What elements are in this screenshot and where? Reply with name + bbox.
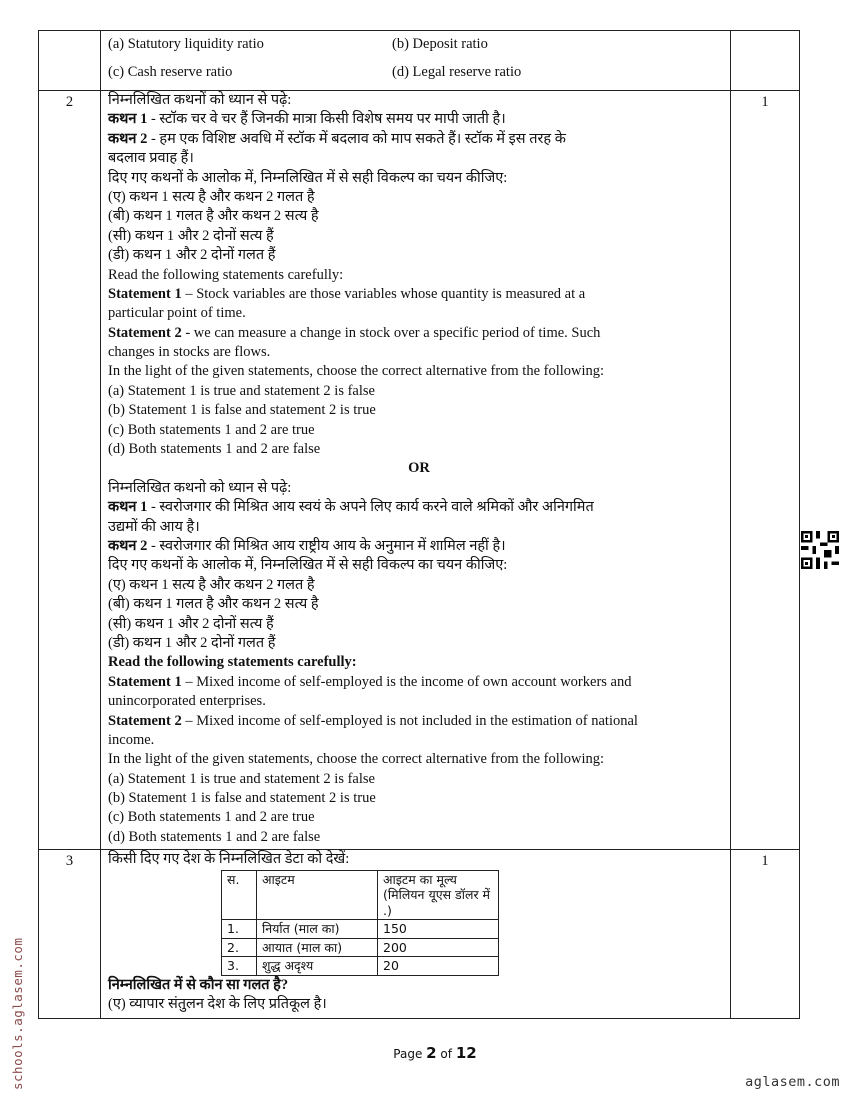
header-value: आइटम का मूल्य (मिलियन यूएस डॉलर में .)	[378, 870, 499, 920]
marks-cell	[731, 31, 799, 90]
line-text: निम्नलिखित कथनों को ध्यान से पढ़े:	[108, 92, 292, 108]
bold-label: कथन 2	[108, 130, 148, 147]
line-text: (a) Statement 1 is true and statement 2 is false	[108, 770, 375, 787]
text-line	[108, 440, 730, 459]
text-line	[108, 324, 730, 343]
text-line	[108, 479, 730, 498]
line-text: In the light of the given statements, choose the correct alternative from the following:	[108, 363, 605, 380]
cell-value: 200	[378, 938, 499, 957]
marks: 1	[761, 853, 769, 870]
text-line	[108, 712, 730, 731]
text-line	[108, 304, 730, 323]
text-line	[108, 731, 730, 750]
bold-label: कथन 2	[108, 537, 148, 554]
text-line	[108, 556, 730, 575]
question-body	[101, 91, 731, 849]
line-text: OR	[408, 460, 430, 477]
text-line	[108, 576, 730, 595]
text-line	[108, 615, 730, 634]
header-item: आइटम	[257, 870, 378, 920]
line-text: (b) Statement 1 is false and statement 2 is true	[108, 790, 376, 807]
question-row-2	[39, 90, 799, 849]
text-line	[108, 285, 730, 304]
text-line	[108, 227, 730, 246]
option-a: (a) Statutory liquidity ratio	[108, 36, 264, 52]
line-text: (बी) कथन 1 गलत है और कथन 2 सत्य है	[108, 208, 319, 225]
line-text: (c) Both statements 1 and 2 are true	[108, 809, 315, 826]
line-text: (डी) कथन 1 और 2 दोनों गलत हैं	[108, 634, 276, 651]
text-line	[108, 110, 730, 129]
text-line	[108, 673, 730, 692]
bold-label: कथन 1	[108, 111, 148, 128]
bold-label: Statement 1	[108, 673, 182, 690]
line-text: निम्नलिखित कथनो को ध्यान से पढ़े:	[108, 479, 292, 496]
line-text: – Mixed income of self-employed is the income of own account workers and	[181, 673, 632, 690]
line-text: उद्यमों की आय है।	[108, 518, 200, 535]
line-text: (बी) कथन 1 गलत है और कथन 2 सत्य है	[108, 596, 319, 613]
text-line	[108, 343, 730, 362]
line-text: Read the following statements carefully:	[108, 266, 344, 283]
text-line	[108, 169, 730, 188]
option-a: (ए) व्यापार संतुलन देश के लिए प्रतिकूल है।	[108, 996, 327, 1013]
text-line	[108, 421, 730, 440]
text-line	[108, 130, 730, 149]
question-text: निम्नलिखित में से कौन सा गलत है?	[108, 976, 289, 993]
qr-code-icon	[801, 530, 839, 570]
of-label: of	[436, 1047, 456, 1061]
cell-value: 150	[378, 920, 499, 939]
table-row	[222, 920, 499, 939]
text-line	[108, 828, 730, 847]
line-text: unincorporated enterprises.	[108, 693, 266, 710]
line-text: दिए गए कथनों के आलोक में, निम्नलिखित में से सही विकल्प का चयन कीजिए:	[108, 557, 508, 574]
question-row-1-options	[39, 31, 799, 90]
table-header-row	[222, 870, 499, 920]
text-line	[108, 537, 730, 556]
table-row	[222, 957, 499, 976]
text-line	[108, 266, 730, 285]
or-separator	[108, 459, 730, 478]
question-number: 2	[39, 91, 101, 849]
cell-sno: 1.	[222, 920, 257, 939]
bold-label: Statement 2	[108, 712, 182, 729]
bold-label: कथन 1	[108, 499, 148, 516]
text-line	[108, 789, 730, 808]
text-line	[108, 207, 730, 226]
line-text: बदलाव प्रवाह हैं।	[108, 150, 194, 167]
text-line	[108, 188, 730, 207]
line-text: (ए) कथन 1 सत्य है और कथन 2 गलत है	[108, 188, 315, 205]
table-row	[222, 938, 499, 957]
line-text: In the light of the given statements, choose the correct alternative from the following:	[108, 751, 605, 768]
question-row-3	[39, 849, 799, 1018]
text-line	[108, 149, 730, 168]
line-text: (सी) कथन 1 और 2 दोनों सत्य हैं	[108, 227, 274, 244]
line-text: changes in stocks are flows.	[108, 344, 271, 361]
question-body	[101, 850, 731, 1018]
text-line	[108, 750, 730, 769]
cell-item: शुद्ध अदृश्य	[257, 957, 378, 976]
question-number-cell	[39, 31, 101, 90]
option-d: (d) Legal reserve ratio	[392, 64, 522, 80]
line-text: (d) Both statements 1 and 2 are false	[108, 828, 321, 845]
text-line	[108, 246, 730, 265]
line-text: - we can measure a change in stock over a specific period of time. Such	[181, 324, 601, 341]
text-line	[108, 692, 730, 711]
line-text: – Mixed income of self-employed is not included in the estimation of national	[181, 712, 638, 729]
bold-label: Statement 1	[108, 285, 182, 302]
marks: 1	[761, 94, 769, 110]
cell-item: आयात (माल का)	[257, 938, 378, 957]
brand-watermark: aglasem.com	[745, 1074, 840, 1090]
line-text: - स्टॉक चर वे चर हैं जिनकी मात्रा किसी विशेष समय पर मापी जाती है।	[147, 111, 506, 128]
text-line	[108, 91, 730, 110]
bold-label: Read the following statements carefully:	[108, 654, 357, 671]
question-number: 3	[39, 850, 101, 1018]
text-line	[108, 498, 730, 517]
page-total: 12	[455, 1044, 477, 1062]
question-body	[101, 31, 731, 90]
text-line	[108, 595, 730, 614]
line-text: – Stock variables are those variables whose quantity is measured at a	[181, 285, 586, 302]
data-table	[221, 870, 499, 976]
question-intro: किसी दिए गए देश के निम्नलिखित डेटा को देखें:	[108, 851, 350, 868]
line-text: (a) Statement 1 is true and statement 2 is false	[108, 382, 375, 399]
line-text: (c) Both statements 1 and 2 are true	[108, 421, 315, 438]
cell-value: 20	[378, 957, 499, 976]
cell-item: निर्यात (माल का)	[257, 920, 378, 939]
line-text: (डी) कथन 1 और 2 दोनों गलत हैं	[108, 247, 276, 264]
option-b: (b) Deposit ratio	[392, 36, 488, 52]
line-text: - स्वरोजगार की मिश्रित आय राष्ट्रीय आय के अनुमान में शामिल नहीं है।	[147, 537, 506, 554]
line-text: दिए गए कथनों के आलोक में, निम्नलिखित में से सही विकल्प का चयन कीजिए:	[108, 169, 508, 186]
question-table	[38, 30, 800, 1019]
text-line	[108, 653, 730, 672]
line-text: (d) Both statements 1 and 2 are false	[108, 441, 321, 458]
line-text: - हम एक विशिष्ट अवधि में स्टॉक में बदलाव को माप सकते हैं। स्टॉक में इस तरह के	[147, 130, 566, 147]
text-line	[108, 518, 730, 537]
option-c: (c) Cash reserve ratio	[108, 64, 233, 80]
line-text: (b) Statement 1 is false and statement 2 is true	[108, 402, 376, 419]
cell-sno: 2.	[222, 938, 257, 957]
line-text: (ए) कथन 1 सत्य है और कथन 2 गलत है	[108, 576, 315, 593]
text-line	[108, 808, 730, 827]
text-line	[108, 362, 730, 381]
text-line	[108, 770, 730, 789]
cell-sno: 3.	[222, 957, 257, 976]
page-label: Page	[393, 1047, 427, 1061]
line-text: income.	[108, 731, 155, 748]
header-sno: स.	[222, 870, 257, 920]
text-line	[108, 401, 730, 420]
text-line	[108, 382, 730, 401]
bold-label: Statement 2	[108, 324, 182, 341]
page-number: 2	[426, 1044, 437, 1062]
watermark-vertical: schools.aglasem.com	[10, 937, 25, 1090]
line-text: particular point of time.	[108, 305, 246, 322]
text-line	[108, 634, 730, 653]
page-footer	[0, 1044, 850, 1062]
line-text: - स्वरोजगार की मिश्रित आय स्वयं के अपने लिए कार्य करने वाले श्रमिकों और अनिगमित	[147, 499, 594, 516]
line-text: (सी) कथन 1 और 2 दोनों सत्य हैं	[108, 615, 274, 632]
